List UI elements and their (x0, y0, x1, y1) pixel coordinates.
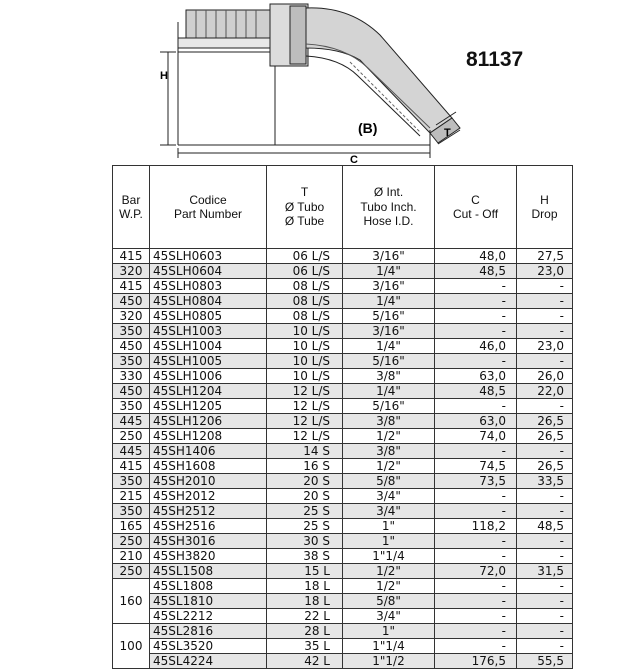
cell-hose: 1/2" (343, 564, 435, 579)
cell-bar-wp: 160 (113, 579, 150, 624)
label-h: H (160, 70, 168, 82)
cell-hose: 1"1/4 (343, 549, 435, 564)
cell-t: 10 L/S (267, 369, 343, 384)
cell-t: 08 L/S (267, 309, 343, 324)
header-c-line2: Cut - Off (452, 207, 499, 221)
cell-h: 26,5 (517, 414, 573, 429)
cell-bar-wp: 100 (113, 624, 150, 669)
cell-c: 63,0 (435, 414, 517, 429)
cell-t: 25 S (267, 519, 343, 534)
header-bar (113, 166, 150, 249)
header-t-line2: Ø Tubo (284, 199, 325, 214)
table-row (113, 354, 573, 369)
cell-bar-wp: 415 (113, 249, 150, 264)
cell-h: 48,5 (517, 519, 573, 534)
cell-h: - (517, 639, 573, 654)
cell-bar-wp: 350 (113, 399, 150, 414)
cell-c: - (435, 639, 517, 654)
cell-hose: 3/8" (343, 444, 435, 459)
cell-hose: 1"1/4 (343, 639, 435, 654)
cell-t: 20 S (267, 489, 343, 504)
cell-hose: 3/8" (343, 369, 435, 384)
cell-code: 45SL2816 (150, 624, 267, 639)
header-bar-line2: W.P. (119, 207, 143, 221)
table-row (113, 309, 573, 324)
header-c (435, 166, 517, 249)
cell-c: - (435, 399, 517, 414)
table-row (113, 504, 573, 519)
fitting-drawing (0, 0, 640, 165)
cell-code: 45SLH1005 (150, 354, 267, 369)
cell-c: 74,0 (435, 429, 517, 444)
cell-t: 10 L/S (267, 324, 343, 339)
cell-code: 45SLH1006 (150, 369, 267, 384)
cell-code: 45SH3016 (150, 534, 267, 549)
cell-t: 18 L (267, 594, 343, 609)
cell-h: 23,0 (517, 264, 573, 279)
cell-c: - (435, 444, 517, 459)
cell-code: 45SLH1206 (150, 414, 267, 429)
cell-h: 26,5 (517, 459, 573, 474)
product-code: 81137 (466, 48, 524, 71)
cell-t: 06 L/S (267, 249, 343, 264)
cell-hose: 3/16" (343, 249, 435, 264)
table-row (113, 294, 573, 309)
cell-hose: 5/16" (343, 309, 435, 324)
cell-hose: 1" (343, 534, 435, 549)
cell-t: 08 L/S (267, 279, 343, 294)
header-t-line1: T (300, 185, 309, 200)
cell-bar-wp: 445 (113, 414, 150, 429)
cell-t: 35 L (267, 639, 343, 654)
label-t: T (444, 127, 451, 139)
cell-bar-wp: 215 (113, 489, 150, 504)
cell-c: - (435, 294, 517, 309)
cell-bar-wp: 250 (113, 429, 150, 444)
table-row (113, 264, 573, 279)
cell-code: 45SLH0804 (150, 294, 267, 309)
cell-h: - (517, 354, 573, 369)
table-row (113, 324, 573, 339)
table-row (113, 414, 573, 429)
cell-c: - (435, 579, 517, 594)
cell-code: 45SL2212 (150, 609, 267, 624)
cell-hose: 1/2" (343, 579, 435, 594)
cell-c: 63,0 (435, 369, 517, 384)
cell-t: 14 S (267, 444, 343, 459)
cell-c: 48,5 (435, 264, 517, 279)
header-c-line1: C (471, 192, 480, 207)
cell-hose: 5/16" (343, 399, 435, 414)
cell-c: - (435, 324, 517, 339)
cell-code: 45SH1406 (150, 444, 267, 459)
cell-t: 06 L/S (267, 264, 343, 279)
cell-t: 10 L/S (267, 339, 343, 354)
table-row (113, 279, 573, 294)
table-row (113, 594, 573, 609)
header-code (150, 166, 267, 249)
cell-c: - (435, 489, 517, 504)
cell-t: 30 S (267, 534, 343, 549)
cell-bar-wp: 415 (113, 279, 150, 294)
cell-t: 16 S (267, 459, 343, 474)
cell-code: 45SL1810 (150, 594, 267, 609)
cell-h: - (517, 279, 573, 294)
table-row (113, 639, 573, 654)
cell-bar-wp: 320 (113, 264, 150, 279)
cell-t: 25 S (267, 504, 343, 519)
cell-code: 45SLH0805 (150, 309, 267, 324)
cell-h: 27,5 (517, 249, 573, 264)
cell-c: 176,5 (435, 654, 517, 669)
cell-h: 23,0 (517, 339, 573, 354)
cell-t: 28 L (267, 624, 343, 639)
cell-c: - (435, 504, 517, 519)
cell-hose: 5/16" (343, 354, 435, 369)
cell-h: - (517, 594, 573, 609)
cell-h: 33,5 (517, 474, 573, 489)
cell-hose: 3/4" (343, 489, 435, 504)
cell-hose: 3/16" (343, 279, 435, 294)
cell-bar-wp: 250 (113, 534, 150, 549)
table-row (113, 564, 573, 579)
header-hose-line2: Tubo Inch. (360, 199, 417, 214)
cell-hose: 1/4" (343, 339, 435, 354)
cell-code: 45SLH0604 (150, 264, 267, 279)
header-t-line3: Ø Tube (284, 214, 325, 229)
cell-t: 12 L/S (267, 384, 343, 399)
header-row (113, 166, 573, 249)
cell-hose: 1/2" (343, 429, 435, 444)
cell-code: 45SH1608 (150, 459, 267, 474)
cell-h: - (517, 294, 573, 309)
header-hose-line1: Ø Int. (373, 185, 404, 200)
cell-h: - (517, 579, 573, 594)
header-hose-line3: Hose I.D. (363, 214, 414, 229)
table-row (113, 339, 573, 354)
cell-code: 45SLH1204 (150, 384, 267, 399)
cell-c: - (435, 594, 517, 609)
table-row (113, 534, 573, 549)
cell-c: - (435, 609, 517, 624)
cell-code: 45SLH0603 (150, 249, 267, 264)
cell-c: 72,0 (435, 564, 517, 579)
cell-c: - (435, 354, 517, 369)
cell-h: 26,5 (517, 429, 573, 444)
table-row (113, 399, 573, 414)
cell-code: 45SL1808 (150, 579, 267, 594)
cell-t: 15 L (267, 564, 343, 579)
cell-hose: 1"1/2 (343, 654, 435, 669)
cell-code: 45SLH1003 (150, 324, 267, 339)
cell-bar-wp: 210 (113, 549, 150, 564)
header-h (517, 166, 573, 249)
cell-code: 45SH2010 (150, 474, 267, 489)
cell-c: 46,0 (435, 339, 517, 354)
header-h-line2: Drop (531, 207, 558, 221)
table-row (113, 474, 573, 489)
cell-h: - (517, 309, 573, 324)
cell-h: 55,5 (517, 654, 573, 669)
table-row (113, 654, 573, 669)
cell-bar-wp: 350 (113, 474, 150, 489)
header-hose (343, 166, 435, 249)
cell-t: 10 L/S (267, 354, 343, 369)
cell-h: - (517, 504, 573, 519)
cell-c: 48,5 (435, 384, 517, 399)
cell-t: 18 L (267, 579, 343, 594)
cell-bar-wp: 450 (113, 294, 150, 309)
cell-bar-wp: 330 (113, 369, 150, 384)
fitting-diagram-svg (0, 0, 640, 165)
cell-hose: 3/8" (343, 414, 435, 429)
cell-bar-wp: 445 (113, 444, 150, 459)
cell-code: 45SLH0803 (150, 279, 267, 294)
label-b: (B) (358, 120, 378, 136)
cell-c: - (435, 309, 517, 324)
cell-c: - (435, 624, 517, 639)
cell-t: 12 L/S (267, 414, 343, 429)
cell-bar-wp: 450 (113, 384, 150, 399)
cell-h: - (517, 534, 573, 549)
cell-bar-wp: 415 (113, 459, 150, 474)
cell-c: 74,5 (435, 459, 517, 474)
cell-t: 42 L (267, 654, 343, 669)
cell-code: 45SH2512 (150, 504, 267, 519)
cell-hose: 1/4" (343, 294, 435, 309)
table-row (113, 459, 573, 474)
header-h-line1: H (540, 192, 549, 207)
cell-code: 45SH3820 (150, 549, 267, 564)
cell-t: 12 L/S (267, 429, 343, 444)
header-t (267, 166, 343, 249)
cell-bar-wp: 350 (113, 354, 150, 369)
header-bar-line1: Bar (121, 192, 141, 207)
cell-t: 22 L (267, 609, 343, 624)
cell-code: 45SLH1004 (150, 339, 267, 354)
cell-h: 26,0 (517, 369, 573, 384)
spec-table-body (113, 249, 573, 669)
label-c: C (350, 154, 358, 165)
cell-h: - (517, 399, 573, 414)
table-row (113, 489, 573, 504)
cell-code: 45SLH1208 (150, 429, 267, 444)
cell-code: 45SL1508 (150, 564, 267, 579)
table-row (113, 249, 573, 264)
cell-bar-wp: 250 (113, 564, 150, 579)
cell-t: 38 S (267, 549, 343, 564)
cell-c: 73,5 (435, 474, 517, 489)
cell-h: - (517, 444, 573, 459)
cell-h: - (517, 549, 573, 564)
cell-code: 45SLH1205 (150, 399, 267, 414)
table-row (113, 609, 573, 624)
cell-hose: 1/4" (343, 264, 435, 279)
header-code-line2: Part Number (173, 207, 243, 221)
cell-hose: 1" (343, 519, 435, 534)
cell-h: - (517, 624, 573, 639)
cell-code: 45SL3520 (150, 639, 267, 654)
table-row (113, 624, 573, 639)
cell-hose: 3/4" (343, 504, 435, 519)
cell-t: 20 S (267, 474, 343, 489)
cell-hose: 3/16" (343, 324, 435, 339)
cell-hose: 5/8" (343, 474, 435, 489)
cell-c: 48,0 (435, 249, 517, 264)
cell-code: 45SH2516 (150, 519, 267, 534)
header-code-line1: Codice (189, 192, 227, 207)
cell-t: 08 L/S (267, 294, 343, 309)
cell-hose: 3/4" (343, 609, 435, 624)
table-row (113, 579, 573, 594)
cell-bar-wp: 350 (113, 504, 150, 519)
cell-hose: 1" (343, 624, 435, 639)
table-row (113, 444, 573, 459)
cell-h: 22,0 (517, 384, 573, 399)
table-row (113, 549, 573, 564)
cell-h: - (517, 324, 573, 339)
table-row (113, 369, 573, 384)
cell-c: - (435, 279, 517, 294)
cell-code: 45SH2012 (150, 489, 267, 504)
cell-h: - (517, 609, 573, 624)
table-row (113, 429, 573, 444)
cell-bar-wp: 320 (113, 309, 150, 324)
cell-h: 31,5 (517, 564, 573, 579)
cell-bar-wp: 165 (113, 519, 150, 534)
cell-bar-wp: 350 (113, 324, 150, 339)
table-row (113, 384, 573, 399)
table-row (113, 519, 573, 534)
cell-bar-wp: 450 (113, 339, 150, 354)
cell-hose: 5/8" (343, 594, 435, 609)
spec-table (112, 165, 573, 669)
cell-c: - (435, 534, 517, 549)
cell-c: - (435, 549, 517, 564)
cell-c: 118,2 (435, 519, 517, 534)
cell-hose: 1/4" (343, 384, 435, 399)
cell-h: - (517, 489, 573, 504)
cell-t: 12 L/S (267, 399, 343, 414)
cell-code: 45SL4224 (150, 654, 267, 669)
cell-hose: 1/2" (343, 459, 435, 474)
